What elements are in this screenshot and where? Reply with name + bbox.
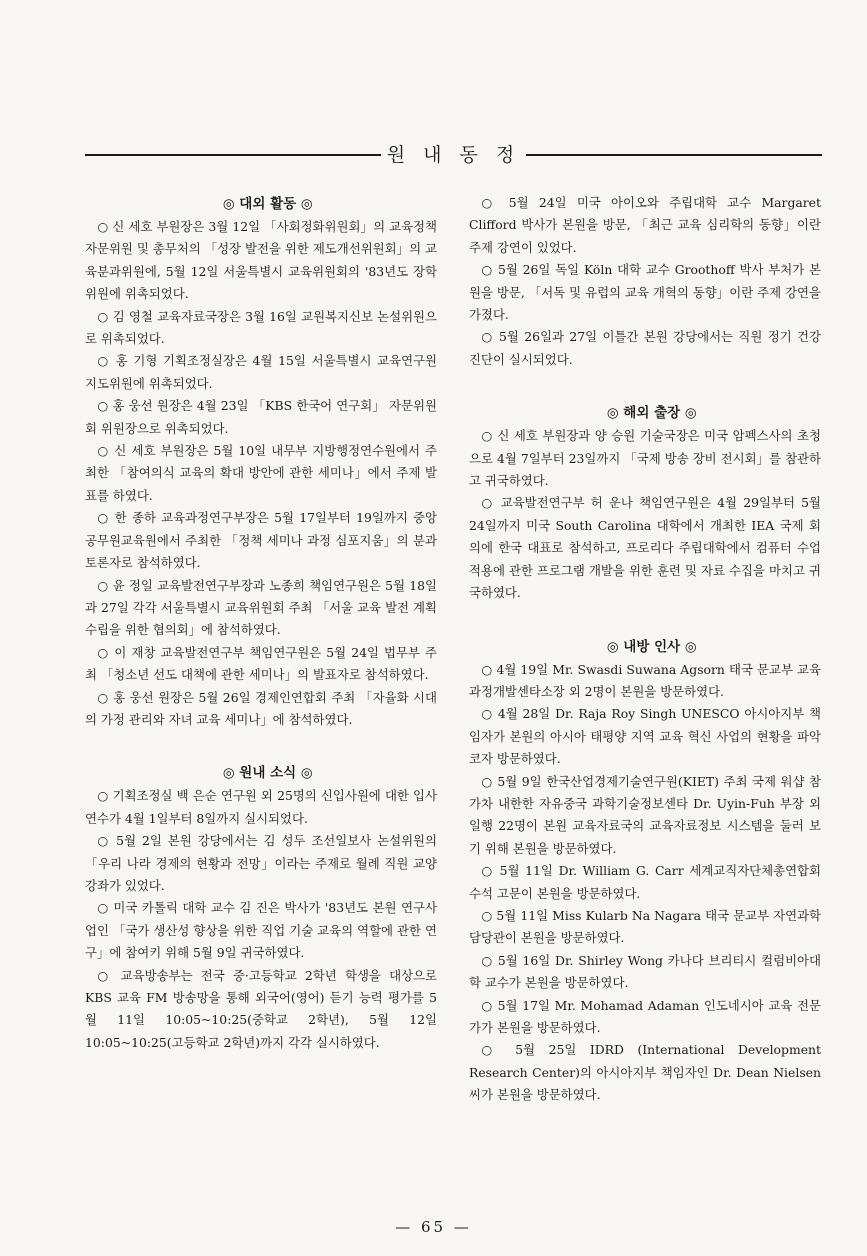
visitor-item: ○ 5월 16일 Dr. Shirley Wong 카나다 브리티시 컬럼비아대학 교수가 본원을 방문하였다. <box>469 952 821 991</box>
internal-item: ○ 5월 26일 독일 Köln 대학 교수 Groothoff 박사 부처가 본원을 방문, 「서독 및 유럽의 교육 개혁의 동향」이란 주제 강연을 가졌다. <box>469 262 821 323</box>
page-number: — 65 — <box>395 1218 472 1236</box>
external-item: ○ 이 재창 교육발전연구부 책임연구원은 5월 24일 법무부 주최 「청소년 선도 대책에 관한 세미나」의 발표자로 참석하였다. <box>85 644 437 683</box>
external-item: ○ 윤 정일 교육발전연구부장과 노종희 책임연구원은 5월 18일과 27일 각각 서울특별시 교육위원회 주최 「서울 교육 발전 계획 수립을 위한 협의회」에 참석하였다. <box>85 577 437 638</box>
visitor-item: ○ 5월 17일 Mr. Mohamad Adaman 인도네시아 교육 전문가가 본원을 방문하였다. <box>469 997 821 1035</box>
left-column <box>85 192 437 1054</box>
external-item: ○ 홍 기형 기획조정실장은 4월 15일 서울특별시 교육연구원 지도위원에 위촉되었다. <box>85 353 437 391</box>
external-item: ○ 신 세호 부원장은 5월 10일 내무부 지방행정연수원에서 주최한 「참여의식 교육의 확대 방안에 관한 세미나」에서 주제 발표를 하였다. <box>85 443 437 503</box>
section-spacer <box>85 731 437 761</box>
internal-item: ○ 미국 카톨릭 대학 교수 김 진은 박사가 '83년도 본원 연구사업인 「국가 생산성 향상을 위한 직업 기술 교육의 역할에 관한 연구」에 참여키 위해 5월 9일 귀국하였다. <box>85 900 437 961</box>
section-spacer <box>469 371 821 401</box>
external-item: ○ 홍 웅선 원장은 5월 26일 경제인연합회 주최 「자율화 시대의 가정 관리와 자녀 교육 세미나」에 참석하였다. <box>85 689 437 727</box>
external-item: ○ 신 세호 부원장은 3월 12일 「사회정화위원회」의 교육정책자문위원 및 총무처의 「성장 발전을 위한 제도개선위원회」의 교육분과위원에, 5월 12일 서울특별시 교육위원회의 '83년도 장학위원에 위촉되었다. <box>85 219 437 302</box>
internal-item: ○ 5월 26일과 27일 이틀간 본원 강당에서는 직원 정기 건강 진단이 실시되었다. <box>469 329 821 367</box>
visitor-item: ○ 5월 25일 IDRD (International Development Research Center)의 아시아지부 책임자인 Dr. Dean Nielsen 씨가 본원을 방문하였다. <box>469 1042 821 1103</box>
section-heading-external: ◎ 대외 활동 ◎ <box>222 196 313 212</box>
external-item: ○ 김 영철 교육자료국장은 3월 16일 교원복지신보 논설위원으로 위촉되었다. <box>85 308 437 347</box>
section-heading-internal: ◎ 원내 소식 ◎ <box>222 765 313 782</box>
visitor-item: ○ 4월 28일 Dr. Raja Roy Singh UNESCO 아시아지부 책임자가 본원의 아시아 태평양 지역 교육 혁신 사업의 현황을 파악코자 방문하였다. <box>469 706 821 767</box>
visitor-item: ○ 5월 9일 한국산업경제기술연구원(KIET) 주최 국제 워샵 참가차 내한한 자유중국 과학기술정보센타 Dr. Uyin-Fuh 부장 외 일행 22명이 본원 교육자료국의 교육자료정보 시스템을 둘러 보기 위해 본원을 방문하였다. <box>469 773 821 856</box>
page-header <box>85 140 822 170</box>
overseas-item: ○ 교육발전연구부 허 운나 책임연구원은 4월 29일부터 5월 24일까지 미국 South Carolina 대학에서 개최한 IEA 국제 회의에 한국 대표로 참석하고, 프로리다 주립대학에서 컴퓨터 수업 적용에 관한 프로그램 개발을 위한 훈련 및 자료 수집을 마치고 귀국하였다. <box>469 495 821 601</box>
header-rule-left <box>85 154 381 156</box>
page-title: 원 내 동 정 <box>386 144 521 166</box>
visitor-item: ○ 5월 11일 Dr. William G. Carr 세계교직자단체총연합회 수석 고문이 본원을 방문하였다. <box>469 863 821 901</box>
external-item: ○ 한 종하 교육과정연구부장은 5월 17일부터 19일까지 중앙공무원교육원에서 주최한 「정책 세미나 과정 심포지움」의 분과 토론자로 참석하였다. <box>85 510 437 571</box>
external-item: ○ 홍 웅선 원장은 4월 23일 「KBS 한국어 연구회」 자문위원회 위원장으로 위촉되었다. <box>85 398 437 436</box>
section-heading-overseas: ◎ 해외 출장 ◎ <box>606 405 697 422</box>
visitor-item: ○ 4월 19일 Mr. Swasdi Suwana Agsorn 태국 문교부 교육과정개발센타소장 외 2명이 본원을 방문하였다. <box>469 661 821 699</box>
header-rule-right <box>526 154 822 156</box>
internal-item: ○ 5월 2일 본원 강당에서는 김 성두 조선일보사 논설위원의 「우리 나라 경제의 현황과 전망」이라는 주제로 월례 직원 교양 강좌가 있었다. <box>85 833 437 893</box>
section-heading-visitors: ◎ 내방 인사 ◎ <box>606 638 697 655</box>
internal-item: ○ 교육방송부는 전국 중·고등학교 2학년 학생을 대상으로 KBS 교육 FM 방송망을 통해 외국어(영어) 듣기 능력 평가를 5월 11일 10:05~10:25(중학교 2학년), 5월 12일 10:05~10:25(고등학교 2학년)까지 각각 실시하였다. <box>85 967 437 1050</box>
overseas-item: ○ 신 세호 부원장과 양 승원 기술국장은 미국 암펙스사의 초청으로 4월 7일부터 23일까지 「국제 방송 장비 전시회」를 참관하고 귀국하였다. <box>469 428 821 489</box>
internal-item: ○ 5월 24일 미국 아이오와 주립대학 교수 Margaret Clifford 박사가 본원을 방문, 「최근 교육 심리학의 동향」이란 주제 강연이 있었다. <box>469 195 821 255</box>
right-column <box>469 192 821 1107</box>
section-spacer <box>469 605 821 635</box>
internal-item: ○ 기획조정실 백 은순 연구원 외 25명의 신입사원에 대한 입사 연수가 4월 1일부터 8일까지 실시되었다. <box>85 788 437 826</box>
visitor-item: ○ 5월 11일 Miss Kularb Na Nagara 태국 문교부 자연과학담당관이 본원을 방문하였다. <box>469 907 821 946</box>
